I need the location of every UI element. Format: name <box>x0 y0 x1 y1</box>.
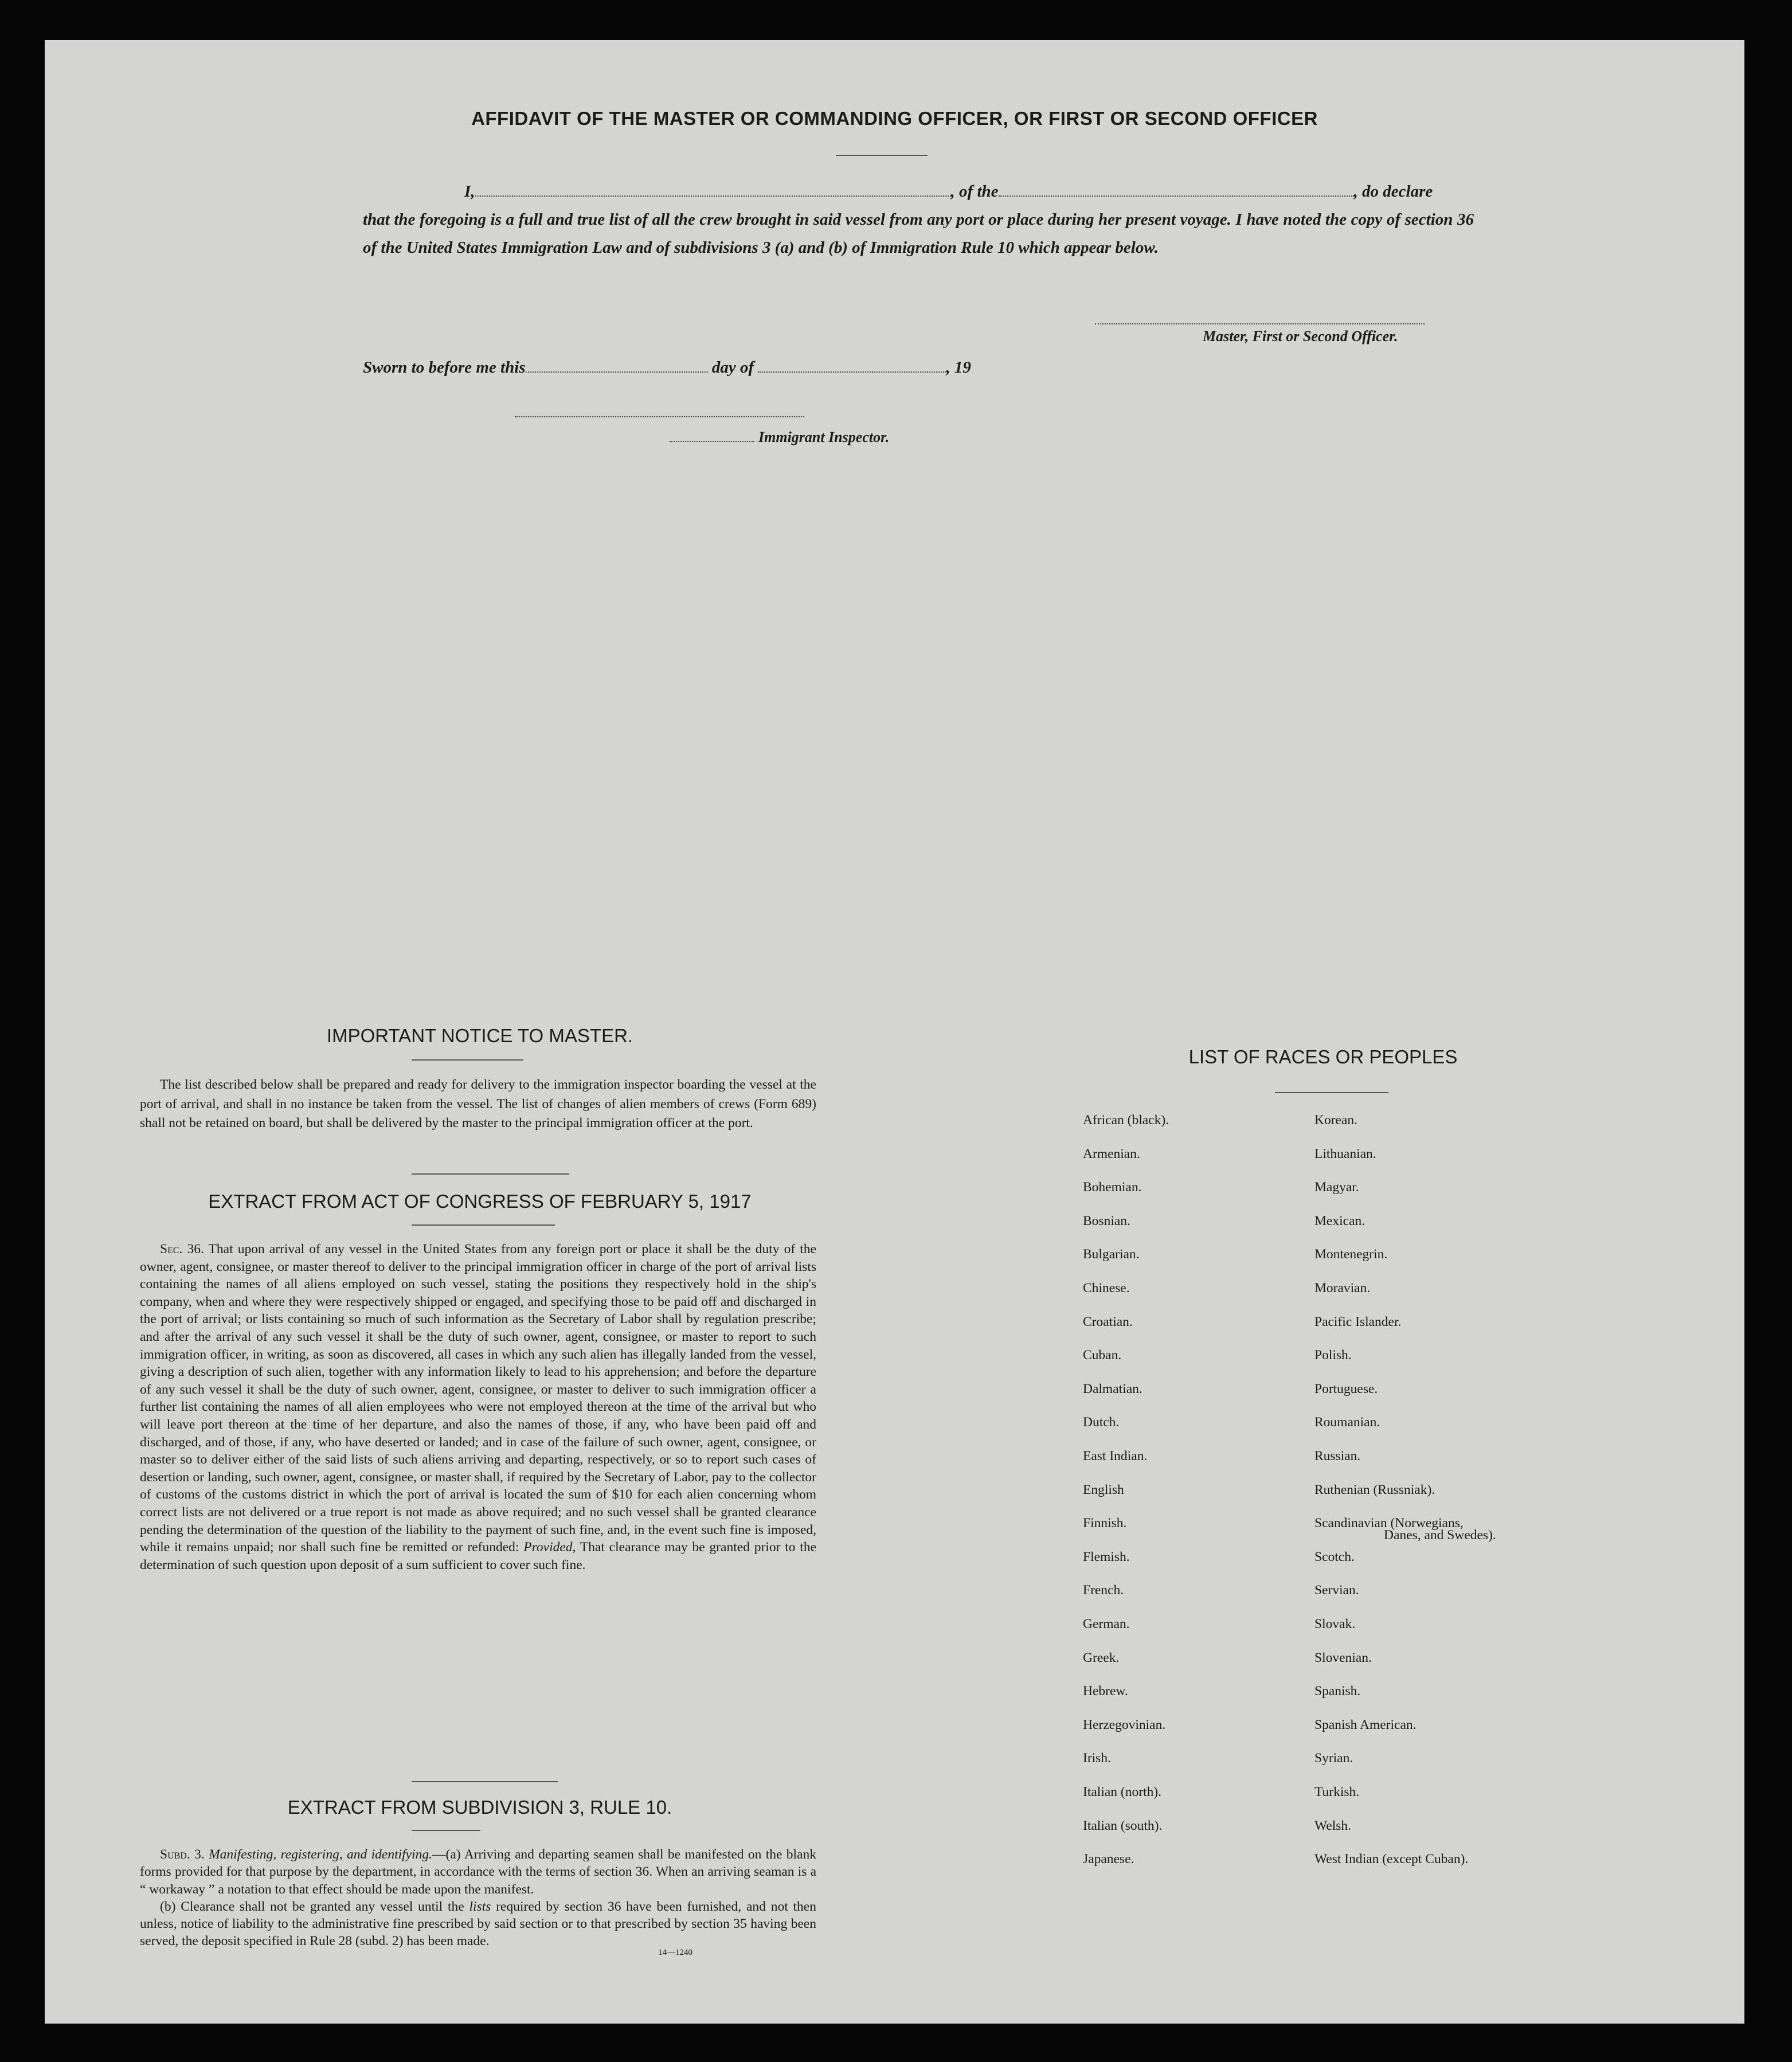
day-of-label: day of <box>711 358 754 377</box>
race-item: East Indian. <box>1083 1449 1148 1464</box>
race-item: Hebrew. <box>1083 1684 1128 1699</box>
rule-paragraph-b: (b) Clearance shall not be granted any vessel until the lists required by section 36 have been furnished, and not then unless, notice of liability to the administrative fine prescribed by said section or to that prescribed by section 35 having been served, the deposit specified in Rule 28 (subd. 2) has been made. <box>140 1899 816 1949</box>
race-item: Moravian. <box>1314 1281 1371 1296</box>
act-extract-title: EXTRACT FROM ACT OF CONGRESS OF FEBRUARY 5, 1917 <box>208 1191 752 1212</box>
race-item: Finnish. <box>1083 1516 1127 1531</box>
section-label: Sec. 36. <box>160 1242 204 1257</box>
race-item: Servian. <box>1314 1583 1359 1598</box>
race-item: Greek. <box>1083 1650 1120 1665</box>
declarant-name-blank[interactable] <box>475 195 951 197</box>
race-item: Pacific Islander. <box>1314 1314 1402 1329</box>
year-label: , 19 <box>946 358 971 377</box>
inspector-signature-label: Immigrant Inspector. <box>758 429 890 445</box>
document-page <box>45 40 1744 2024</box>
sworn-date-blank[interactable] <box>526 371 708 373</box>
declarant-label: I, <box>464 182 475 201</box>
race-item: Irish. <box>1083 1751 1111 1766</box>
race-item: Japanese. <box>1083 1852 1134 1867</box>
race-item: Slovenian. <box>1314 1650 1372 1665</box>
race-item: Ruthenian (Russniak). <box>1314 1482 1435 1497</box>
race-item: Magyar. <box>1314 1180 1359 1195</box>
affidavit-title: AFFIDAVIT OF THE MASTER OR COMMANDING OFFICER, OR FIRST OR SECOND OFFICER <box>471 108 1318 129</box>
sworn-month-blank[interactable] <box>758 371 946 373</box>
rule-paragraph-a: Subd. 3. Manifesting, registering, and identifying.—(a) Arriving and departing seamen shall be manifested on the blank forms provided for that purpose by the department, in accordance with the terms of section 36. When an arriving seaman is a “ workaway ” a notation to that effect should be made upon the manifest. <box>140 1847 816 1897</box>
declaration-body: that the foregoing is a full and true list of all the crew brought in said vessel from any port or place during her present voyage. I have noted the copy of section 36 of the United States Immigration Law and of subdivisions 3 (a) and (b) of Immigration Rule 10 which appear below. <box>363 210 1474 257</box>
races-title: LIST OF RACES OR PEOPLES <box>1188 1046 1458 1067</box>
race-item: Herzegovinian. <box>1083 1717 1166 1732</box>
act-divider <box>412 1224 555 1226</box>
subdivision-heading: Manifesting, registering, and identifying. <box>209 1847 433 1862</box>
race-item: Cuban. <box>1083 1348 1122 1363</box>
rule-extract-title: EXTRACT FROM SUBDIVISION 3, RULE 10. <box>287 1797 672 1818</box>
race-item: Croatian. <box>1083 1314 1133 1329</box>
vessel-name-blank[interactable] <box>999 195 1354 197</box>
rule-divider <box>412 1830 480 1831</box>
declaration-first-line <box>363 178 1474 206</box>
notice-bottom-divider <box>412 1173 569 1175</box>
race-item: Bohemian. <box>1083 1180 1142 1195</box>
race-item: Polish. <box>1314 1348 1352 1363</box>
inspector-signature-line[interactable] <box>515 416 804 417</box>
race-item-continuation: Danes, and Swedes). <box>1384 1528 1496 1543</box>
affidavit-declaration <box>363 178 1474 262</box>
race-item: West Indian (except Cuban). <box>1314 1852 1469 1867</box>
notice-text: The list described below shall be prepared and ready for delivery to the immigration inspector boarding the vessel at the port of arrival, and shall in no instance be taken from the vessel. The list of changes of alien members of crews (Form 689) shall not be retained on board, but shall be delivered by the master to the principal immigration officer at the port. <box>140 1077 816 1130</box>
race-item: Syrian. <box>1314 1751 1353 1766</box>
race-item: Welsh. <box>1314 1818 1352 1833</box>
races-divider <box>1275 1092 1388 1093</box>
race-item: French. <box>1083 1583 1124 1598</box>
act-extract-text: Sec. 36. That upon arrival of any vessel in the United States from any foreign port or place it shall be the duty of the owner, agent, consignee, or master thereof to deliver to the principal immigration officer in charge of the port of arrival lists containing the names of all aliens employed on such vessel, stating the positions they respectively hold in the ship's company, when and where they were respectively shipped or engaged, and specifying those to be paid off and discharged in the port of arrival; or lists containing so much of such information as the Secretary of Labor shall by regulation prescribe; and after the arrival of any such vessel it shall be the duty of such owner, agent, consignee, or master to report to such immigration officer, in writing, as soon as discovered, all cases in which any such alien has illegally landed from the vessel, giving a description of such alien, together with any information likely to lead to his apprehension; and before the departure of any such vessel it shall be the duty of such owner, agent, consignee, or master to deliver to such immigration officer a further list containing the names of all alien employees who were not employed thereon at the time of the arrival but who will leave port thereon at the time of her departure, and also the names of those, if any, who have been paid off and discharged, and of those, if any, who have deserted or landed; and in case of the failure of such owner, agent, consignee, or master so to deliver either of the said lists of such aliens arriving and departing, respectively, or so to report such cases of desertion or landing, such owner, agent, consignee, or master shall, if required by the Secretary of Labor, pay to the collector of customs of the customs district in which the port of arrival is located the sum of $10 for each alien concerning whom correct lists are not delivered or a true report is not made as above required; and no such vessel shall be granted clearance pending the determination of the question of the liability to the payment of such fine, and, in the event such fine is imposed, while it remains unpaid; nor shall such fine be remitted or refunded: Provided, That clearance may be granted prior to the determination of such question upon deposit of a sum sufficient to cover such fine. <box>140 1242 817 1572</box>
race-item: Dutch. <box>1083 1415 1120 1430</box>
subdivision-label: Subd. 3. <box>160 1847 205 1862</box>
race-item: Slovak. <box>1314 1617 1356 1631</box>
race-item: Mexican. <box>1314 1213 1365 1228</box>
race-item: Flemish. <box>1083 1549 1130 1564</box>
race-item: Russian. <box>1314 1449 1361 1464</box>
officer-signature-label: Master, First or Second Officer. <box>1203 328 1398 345</box>
race-item: Portuguese. <box>1314 1381 1378 1396</box>
race-item: Korean. <box>1314 1113 1358 1128</box>
race-item: Spanish American. <box>1314 1717 1417 1732</box>
race-item: Scotch. <box>1314 1549 1355 1564</box>
sworn-line <box>363 358 971 377</box>
race-item: Bosnian. <box>1083 1213 1130 1228</box>
rule-extract-text <box>140 1846 816 1950</box>
race-item: Lithuanian. <box>1314 1146 1376 1161</box>
race-item: Armenian. <box>1083 1146 1140 1161</box>
officer-signature-line[interactable] <box>1095 323 1425 324</box>
inspector-signature-lead <box>670 441 754 442</box>
notice-divider <box>412 1059 523 1061</box>
race-item: Scandinavian (Norwegians, <box>1314 1516 1464 1531</box>
declare-label: , do declare <box>1353 182 1433 201</box>
race-item: English <box>1083 1482 1124 1497</box>
race-item: Italian (south). <box>1083 1818 1163 1833</box>
race-item: Bulgarian. <box>1083 1247 1140 1262</box>
race-item: Turkish. <box>1314 1785 1360 1799</box>
vessel-label: , of the <box>950 182 999 201</box>
sworn-label: Sworn to before me this <box>363 358 526 377</box>
title-divider <box>836 155 928 156</box>
notice-title: IMPORTANT NOTICE TO MASTER. <box>326 1025 633 1046</box>
race-item: German. <box>1083 1617 1130 1631</box>
race-item: Dalmatian. <box>1083 1381 1143 1396</box>
provided-label: Provided, <box>523 1540 576 1555</box>
race-item: Spanish. <box>1314 1684 1361 1699</box>
act-bottom-divider <box>412 1781 558 1782</box>
race-item: Italian (north). <box>1083 1785 1162 1799</box>
race-item: Roumanian. <box>1314 1415 1380 1430</box>
form-number: 14—1240 <box>658 1948 692 1957</box>
race-item: Montenegrin. <box>1314 1247 1388 1262</box>
race-item: Chinese. <box>1083 1281 1130 1296</box>
race-item: African (black). <box>1083 1113 1169 1128</box>
